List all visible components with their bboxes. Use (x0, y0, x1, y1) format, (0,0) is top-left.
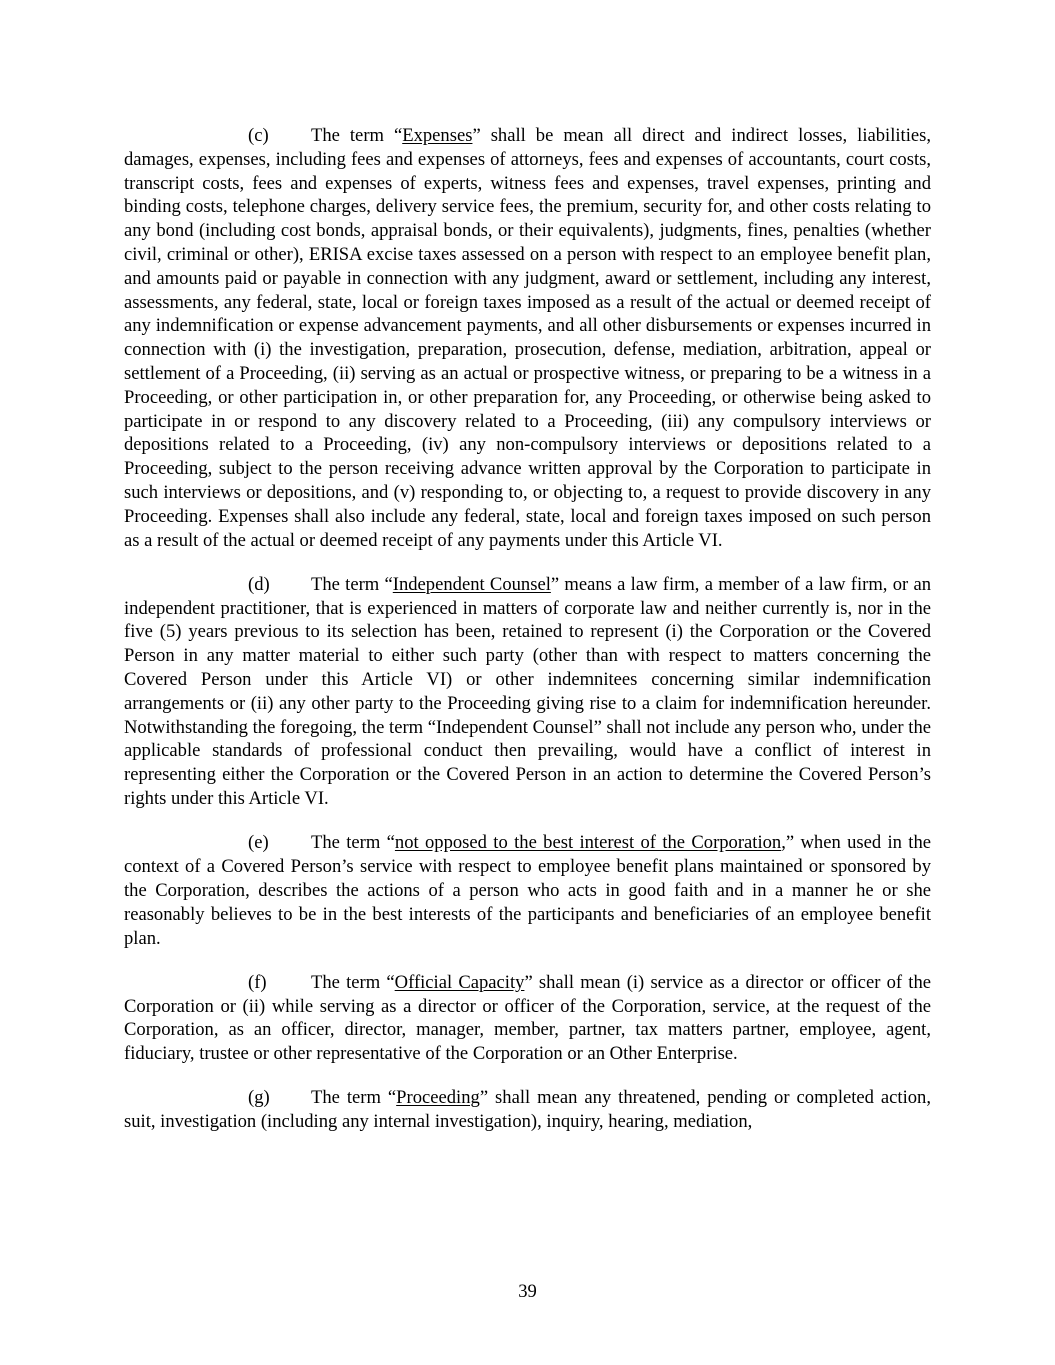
defined-term: Official Capacity (394, 971, 525, 993)
defined-term: not opposed to the best interest of the Corporation (394, 832, 782, 854)
paragraph-e-not-opposed (124, 831, 931, 950)
page-number: 39 (518, 1281, 537, 1302)
paragraph-lead: The term “ (311, 125, 403, 146)
paragraph-number: (e) (248, 832, 269, 854)
paragraph-text: ” shall be mean all direct and indirect losses, liabilities, damages, expenses, including fees and expenses of attorneys, fees and expenses of accountants, court costs, transcript costs, fees and expenses of experts, witness fees and expenses, travel expenses, printing and binding costs, telephone charges, delivery service fees, the premium, security for, and other costs relating to any bond (including cost bonds, appraisal bonds, or their equivalents), judgments, fines, penalties (whether civil, criminal or other), ERISA excise taxes assessed on a person with respect to an employee benefit plan, and amounts paid or payable in connection with any judgment, award or settlement, including any interest, assessments, any federal, state, local or foreign taxes imposed as a result of the actual or deemed receipt of any indemnification or expense advancement payments, and all other disbursements or expenses incurred in connection with (i) the investigation, preparation, prosecution, defense, mediation, arbitration, appeal or settlement of a Proceeding, (ii) serving as an actual or prospective witness, or preparing to be a witness in a Proceeding, or other participation in, or other preparation for, any Proceeding, or otherwise being asked to participate in or respond to any discovery related to a Proceeding, (iii) any compulsory interviews or depositions related to a Proceeding, (iv) any non-compulsory interviews or depositions related to a Proceeding, subject to the person receiving advance written approval by the Corporation to participate in such interviews or depositions, and (v) responding to, or objecting to, a request to provide discovery in any Proceeding. Expenses shall also include any federal, state, local and foreign taxes imposed on such person as a result of the actual or deemed receipt of any payments under this Article VI. (124, 125, 931, 551)
paragraph-number: (f) (248, 971, 267, 993)
paragraph-lead: The term “ (311, 971, 395, 993)
paragraph-d-independent-counsel (124, 573, 931, 811)
paragraph-lead: The term “ (311, 573, 393, 595)
paragraph-text: ” shall mean (i) service as a director or officer of the Corporation or (ii) while serving as a director or officer of the Corporation, service, at the request of the Corporation, as an officer, director, manager, member, partner, tax matters partner, employee, agent, fiduciary, trustee or other representative of the Corporation or an Other Enterprise. (124, 971, 932, 1065)
defined-term: Expenses (402, 125, 473, 146)
paragraph-number: (g) (248, 1087, 270, 1109)
paragraph-number: (c) (248, 125, 269, 146)
document-body (124, 124, 931, 1155)
paragraph-lead: The term “ (311, 832, 395, 854)
paragraph-number: (d) (248, 573, 270, 595)
defined-term: Proceeding (396, 1087, 480, 1109)
paragraph-f-official-capacity (124, 971, 931, 1066)
paragraph-c-expenses (124, 124, 931, 552)
paragraph-text: ,” when used in the context of a Covered Person’s service with respect to employee benefit plans maintained or sponsored by the Corporation, describes the actions of a person who acts in good faith and in a manner he or she reasonably believes to be in the best interests of the participants and beneficiaries of an employee benefit plan. (124, 832, 932, 949)
defined-term: Independent Counsel (392, 573, 551, 595)
paragraph-lead: The term “ (311, 1087, 397, 1109)
paragraph-text: ” means a law firm, a member of a law firm, or an independent practitioner, that is experienced in matters of corporate law and neither currently is, nor in the five (5) years previous to its selection has been, retained to represent (i) the Corporation or the Covered Person in any matter material to either such party (other than with respect to matters concerning the Covered Person under this Article VI) or other indemnitees concerning similar indemnification arrangements or (ii) any other party to the Proceeding giving rise to a claim for indemnification hereunder. Notwithstanding the foregoing, the term “Independent Counsel” shall not include any person who, under the applicable standards of professional conduct then prevailing, would have a conflict of interest in representing either the Corporation or the Covered Person in an action to determine the Covered Person’s rights under this Article VI. (124, 573, 931, 810)
paragraph-g-proceeding (124, 1086, 931, 1134)
paragraph-text: ” shall mean any threatened, pending or completed action, suit, investigation (including any internal investigation), inquiry, hearing, mediation, (124, 1087, 931, 1133)
